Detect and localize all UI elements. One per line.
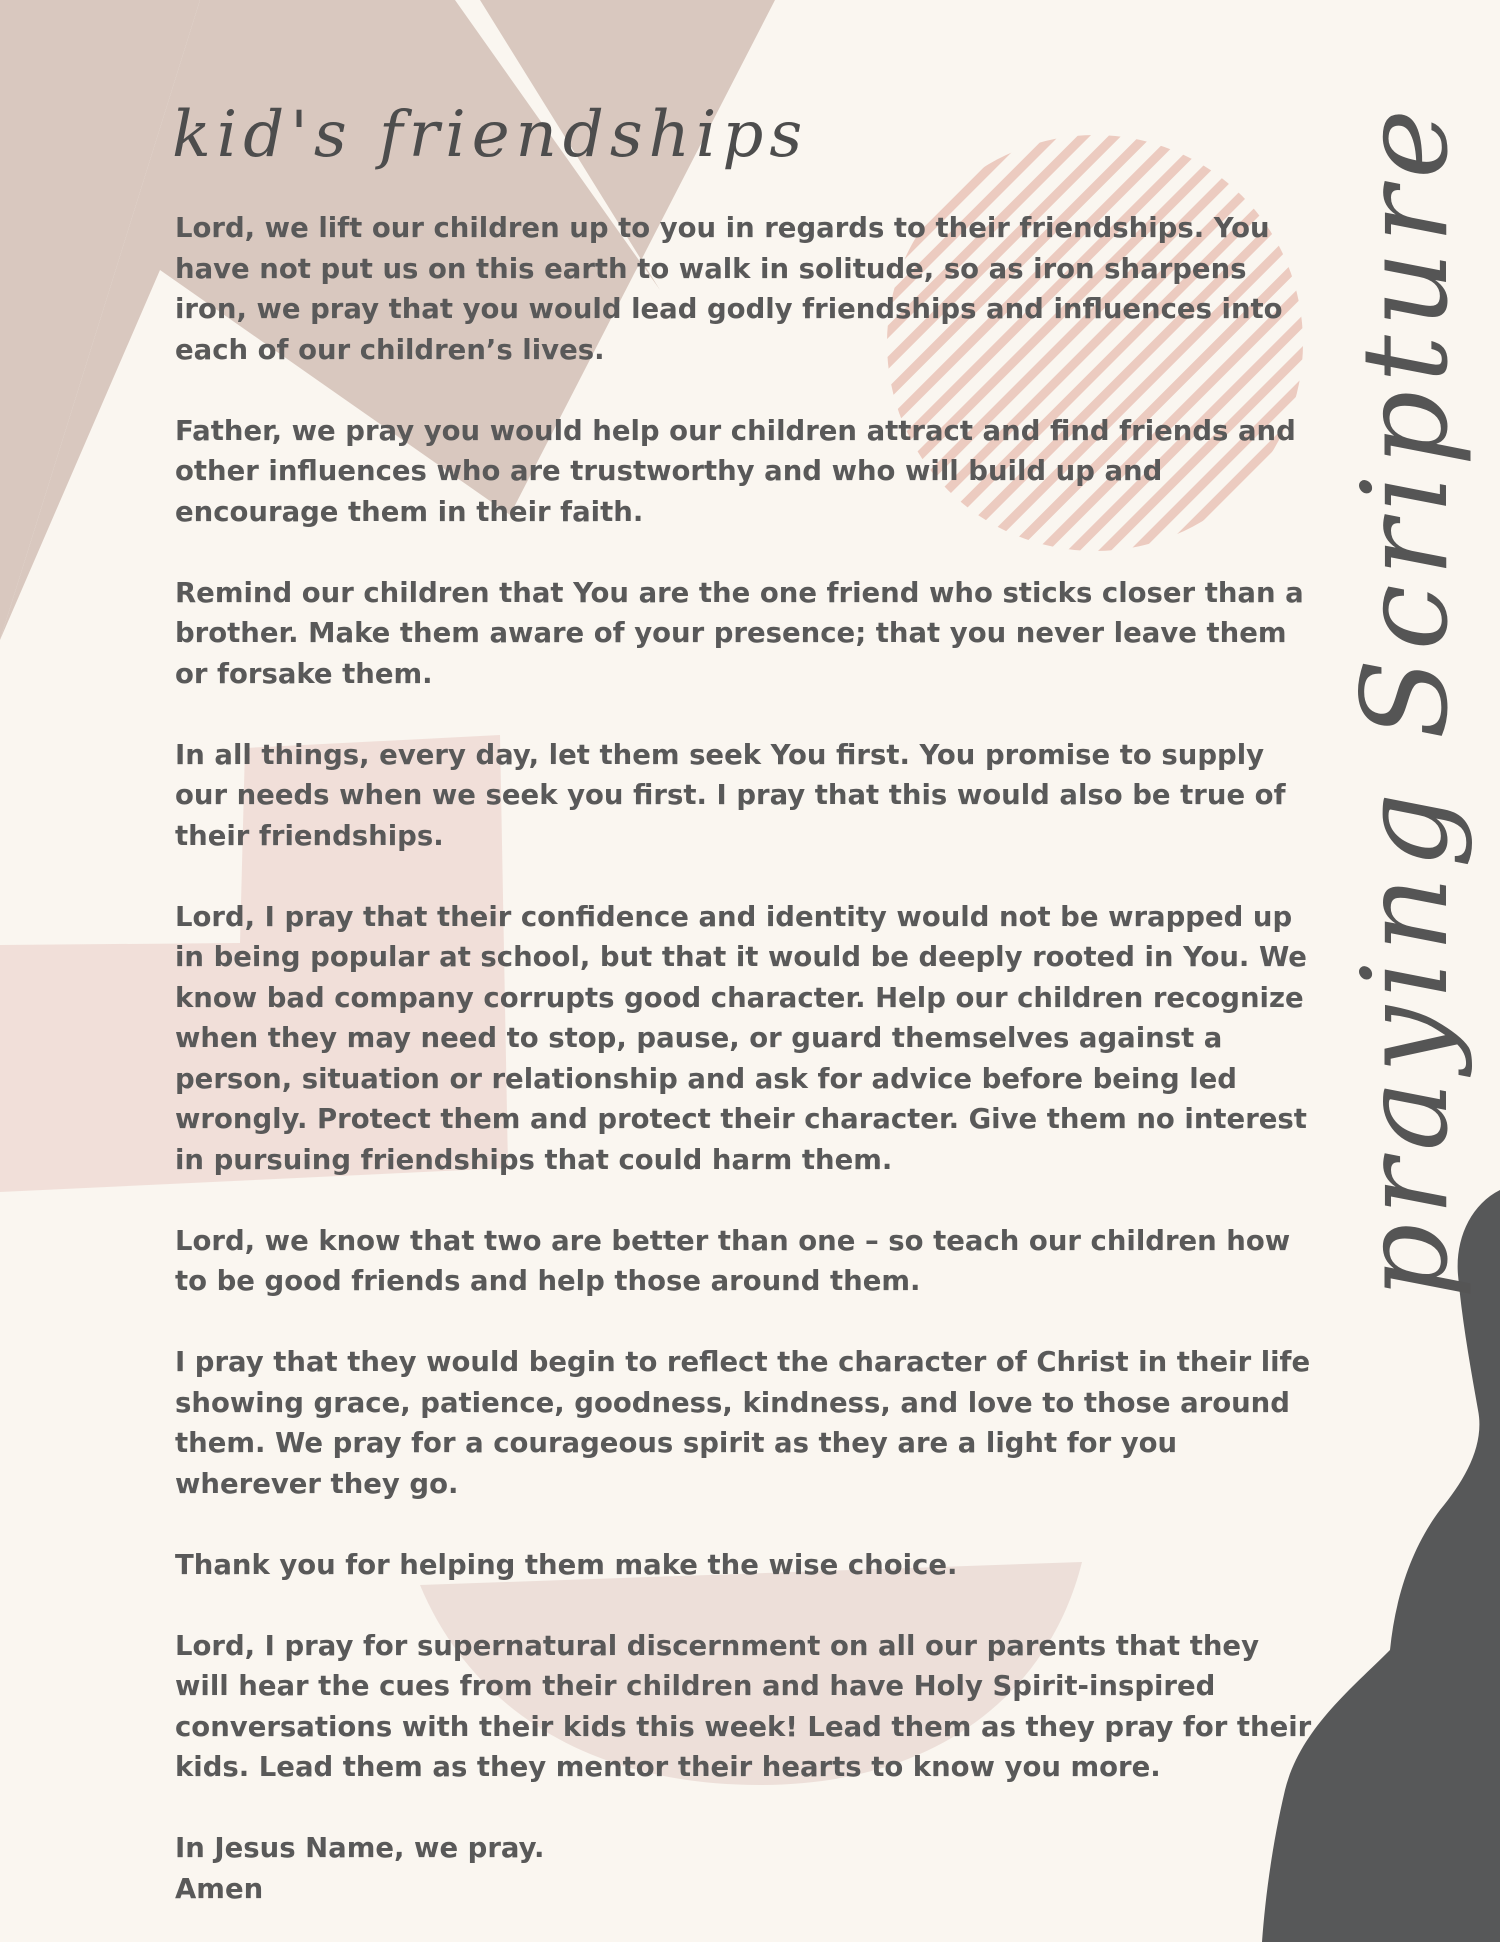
prayer-paragraph: In all things, every day, let them seek You first. You promise to supply our needs when we seek you first. I pray that this would also be true of their friendships.: [175, 738, 1286, 852]
prayer-paragraph: Father, we pray you would help our children attract and find friends and other influences who are trustworthy and who will build up and encourage them in their faith.: [175, 414, 1296, 528]
prayer-paragraph: Thank you for helping them make the wise choice.: [175, 1548, 958, 1581]
closing-line: In Jesus Name, we pray.: [175, 1832, 545, 1864]
amen-line: Amen: [175, 1872, 264, 1905]
prayer-paragraph: Lord, I pray for supernatural discernment on all our parents that they will hear the cues from their children and have Holy Spirit-inspired conversations with their kids this week! Lead them as they pray for their kids. Lead them as they mentor their hearts to know you more.: [175, 1629, 1312, 1783]
prayer-paragraph: Lord, I pray that their confidence and identity would not be wrapped up in being popular at school, but that it would be deeply rooted in You. We know bad company corrupts good character. Help our children recognize when they may need to stop, pause, or guard themselves against a person, situation or relationship and ask for advice before being led wrongly. Protect them and protect their character. Give them no interest in pursuing friendships that could harm them.: [175, 900, 1307, 1176]
side-script-title: praying Scripture: [1336, 101, 1474, 1299]
prayer-paragraph: Lord, we lift our children up to you in regards to their friendships. You have not put us on this earth to walk in solitude, so as iron sharpens iron, we pray that you would lead godly friendships and influences into each of our children’s lives.: [175, 212, 1283, 366]
prayer-body: [175, 208, 1320, 1909]
prayer-paragraph: Remind our children that You are the one friend who sticks closer than a brother. Make them aware of your presence; that you never leave them or forsake them.: [175, 576, 1304, 690]
prayer-paragraph: I pray that they would begin to reflect the character of Christ in their life showing grace, patience, goodness, kindness, and love to those around them. We pray for a courageous spirit as they are a light for you wherever they go.: [175, 1346, 1311, 1500]
page-title: kid's friendships: [172, 98, 809, 172]
prayer-paragraph: Lord, we know that two are better than one – so teach our children how to be good friends and help those around them.: [175, 1224, 1291, 1297]
